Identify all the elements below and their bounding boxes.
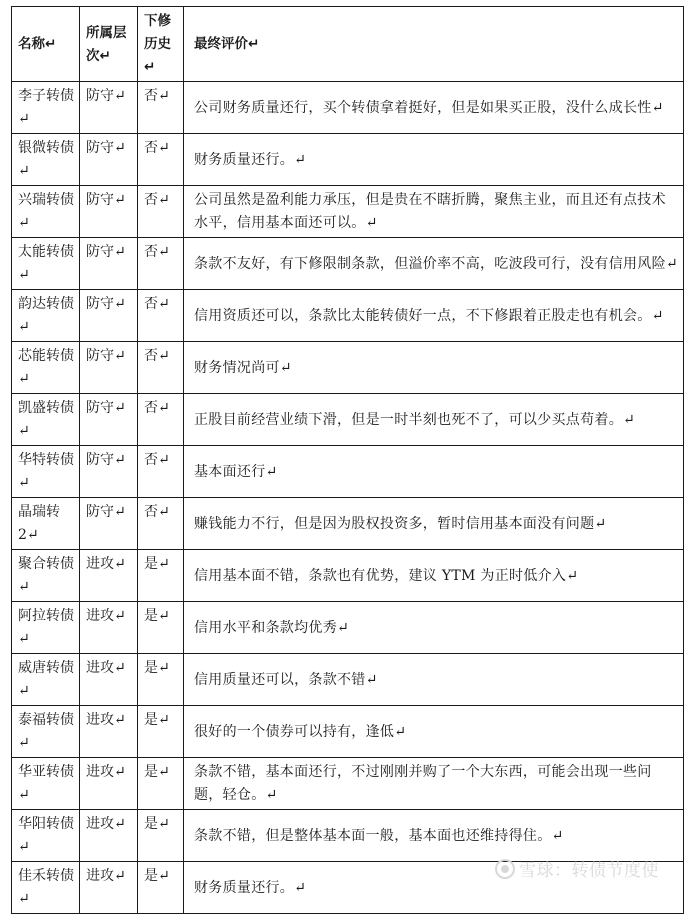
bond-name-cell: 太能转债↵ xyxy=(12,238,80,290)
bond-name-cell: 华特转债↵ xyxy=(12,446,80,498)
evaluation-cell: 信用资质还可以，条款比太能转债好一点，不下修跟着正股走也有机会。↵ xyxy=(184,290,684,342)
revise-history-cell: 否↵ xyxy=(138,82,184,134)
evaluation-cell: 条款不友好，有下修限制条款，但溢价率不高，吃波段可行，没有信用风险↵ xyxy=(184,238,684,290)
bond-name-cell: 威唐转债↵ xyxy=(12,654,80,706)
header-level: 所属层次↵ xyxy=(80,7,138,82)
header-name: 名称↵ xyxy=(12,7,80,82)
revise-history-cell: 是↵ xyxy=(138,550,184,602)
table-row xyxy=(12,654,684,706)
bond-name-cell: 兴瑞转债↵ xyxy=(12,186,80,238)
level-cell: 进攻↵ xyxy=(80,602,138,654)
revise-history-cell: 否↵ xyxy=(138,238,184,290)
bond-name-cell: 银微转债↵ xyxy=(12,134,80,186)
level-cell: 进攻↵ xyxy=(80,758,138,810)
level-cell: 防守↵ xyxy=(80,342,138,394)
level-cell: 防守↵ xyxy=(80,82,138,134)
evaluation-cell: 赚钱能力不行，但是因为股权投资多，暂时信用基本面没有问题↵ xyxy=(184,498,684,550)
revise-history-cell: 是↵ xyxy=(138,654,184,706)
table-row xyxy=(12,186,684,238)
revise-history-cell: 是↵ xyxy=(138,706,184,758)
watermark xyxy=(495,856,659,881)
revise-history-cell: 是↵ xyxy=(138,602,184,654)
table-row xyxy=(12,82,684,134)
level-cell: 防守↵ xyxy=(80,394,138,446)
level-cell: 防守↵ xyxy=(80,134,138,186)
revise-history-cell: 否↵ xyxy=(138,134,184,186)
bond-name-cell: 晶瑞转2↵ xyxy=(12,498,80,550)
bond-name-cell: 韵达转债↵ xyxy=(12,290,80,342)
bond-name-cell: 华阳转债↵ xyxy=(12,810,80,862)
table-row xyxy=(12,810,684,862)
revise-history-cell: 否↵ xyxy=(138,446,184,498)
level-cell: 防守↵ xyxy=(80,290,138,342)
header-row xyxy=(12,7,684,82)
revise-history-cell: 否↵ xyxy=(138,394,184,446)
evaluation-cell: 财务情况尚可↵ xyxy=(184,342,684,394)
evaluation-cell: 正股目前经营业绩下滑，但是一时半刻也死不了，可以少买点苟着。↵ xyxy=(184,394,684,446)
bond-name-cell: 华亚转债↵ xyxy=(12,758,80,810)
table-row xyxy=(12,498,684,550)
bond-name-cell: 凯盛转债↵ xyxy=(12,394,80,446)
bond-evaluation-table xyxy=(11,6,684,914)
evaluation-cell: 基本面还行↵ xyxy=(184,446,684,498)
revise-history-cell: 是↵ xyxy=(138,758,184,810)
header-final-evaluation: 最终评价↵ xyxy=(184,7,684,82)
revise-history-cell: 否↵ xyxy=(138,342,184,394)
revise-history-cell: 否↵ xyxy=(138,290,184,342)
bond-name-cell: 芯能转债↵ xyxy=(12,342,80,394)
evaluation-cell: 条款不错，基本面还行，不过刚刚并购了一个大东西，可能会出现一些问题，轻仓。↵ xyxy=(184,758,684,810)
table-row xyxy=(12,706,684,758)
evaluation-cell: 公司虽然是盈利能力承压，但是贵在不瞎折腾，聚焦主业，而且还有点技术水平，信用基本面还可以。↵ xyxy=(184,186,684,238)
revise-history-cell: 是↵ xyxy=(138,810,184,862)
evaluation-cell: 很好的一个债券可以持有，逢低↵ xyxy=(184,706,684,758)
revise-history-cell: 否↵ xyxy=(138,186,184,238)
level-cell: 进攻↵ xyxy=(80,550,138,602)
evaluation-cell: 信用质量还可以，条款不错↵ xyxy=(184,654,684,706)
table-row xyxy=(12,394,684,446)
evaluation-cell: 信用基本面不错，条款也有优势，建议 YTM 为正时低介入↵ xyxy=(184,550,684,602)
table-row xyxy=(12,238,684,290)
bond-name-cell: 佳禾转债↵ xyxy=(12,862,80,914)
evaluation-cell: 财务质量还行。↵ xyxy=(184,134,684,186)
level-cell: 防守↵ xyxy=(80,446,138,498)
revise-history-cell: 是↵ xyxy=(138,862,184,914)
level-cell: 进攻↵ xyxy=(80,706,138,758)
level-cell: 防守↵ xyxy=(80,498,138,550)
evaluation-cell: 条款不错，但是整体基本面一般，基本面也还维持得住。↵ xyxy=(184,810,684,862)
level-cell: 进攻↵ xyxy=(80,810,138,862)
revise-history-cell: 否↵ xyxy=(138,498,184,550)
bond-name-cell: 聚合转债↵ xyxy=(12,550,80,602)
table-row xyxy=(12,602,684,654)
table-row xyxy=(12,290,684,342)
level-cell: 防守↵ xyxy=(80,238,138,290)
table-row xyxy=(12,342,684,394)
level-cell: 进攻↵ xyxy=(80,654,138,706)
level-cell: 进攻↵ xyxy=(80,862,138,914)
snowball-logo-icon xyxy=(495,859,515,879)
watermark-text: 雪球：转债节度使 xyxy=(519,861,659,881)
header-revise-history: 下修历史↵ xyxy=(138,7,184,82)
evaluation-cell: 信用水平和条款均优秀↵ xyxy=(184,602,684,654)
table-row xyxy=(12,446,684,498)
bond-name-cell: 泰福转债↵ xyxy=(12,706,80,758)
table-row xyxy=(12,758,684,810)
table-row xyxy=(12,550,684,602)
evaluation-cell: 财务质量还行。↵ xyxy=(184,862,684,914)
evaluation-cell: 公司财务质量还行，买个转债拿着挺好，但是如果买正股，没什么成长性↵ xyxy=(184,82,684,134)
bond-name-cell: 李子转债↵ xyxy=(12,82,80,134)
bond-name-cell: 阿拉转债↵ xyxy=(12,602,80,654)
level-cell: 防守↵ xyxy=(80,186,138,238)
table-row xyxy=(12,134,684,186)
